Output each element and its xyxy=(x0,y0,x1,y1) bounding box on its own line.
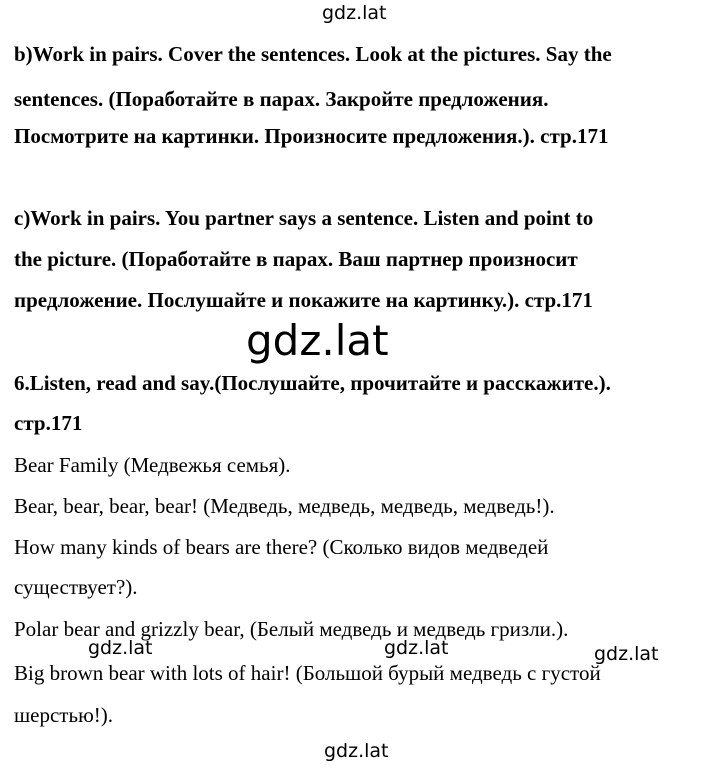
poem-line-5: Polar bear and grizzly bear, (Белый медведь и медведь гризли.). xyxy=(14,617,569,641)
watermark-center: gdz.lat xyxy=(246,316,389,365)
watermark-row-right: gdz.lat xyxy=(594,643,659,665)
task-c-line-1: c)Work in pairs. You partner says a sentence. Listen and point to xyxy=(14,206,594,230)
poem-line-2: Bear, bear, bear, bear! (Медведь, медведь, медведь, медведь!). xyxy=(14,494,555,518)
watermark-row-left: gdz.lat xyxy=(88,637,153,659)
poem-line-7: шерстью!). xyxy=(14,703,113,727)
task-b-line-3: Посмотрите на картинки. Произносите предложения.). стр.171 xyxy=(14,124,609,148)
task-6-line-1: 6.Listen, read and say.(Послушайте, прочитайте и расскажите.). xyxy=(14,371,611,395)
poem-line-3: How many kinds of bears are there? (Сколько видов медведей xyxy=(14,535,549,559)
watermark-top: gdz.lat xyxy=(322,2,387,24)
watermark-row-middle: gdz.lat xyxy=(384,637,449,659)
task-b-line-1: b)Work in pairs. Cover the sentences. Look at the pictures. Say the xyxy=(14,42,612,66)
watermark-bottom: gdz.lat xyxy=(324,740,389,762)
task-b-line-2: sentences. (Поработайте в парах. Закройте предложения. xyxy=(14,87,549,111)
poem-line-4: существует?). xyxy=(14,575,138,599)
task-c-line-2: the picture. (Поработайте в парах. Ваш партнер произносит xyxy=(14,247,578,271)
poem-line-6: Big brown bear with lots of hair! (Большой бурый медведь с густой xyxy=(14,661,601,685)
task-c-line-3: предложение. Послушайте и покажите на картинку.). стр.171 xyxy=(14,288,593,312)
poem-line-1: Bear Family (Медвежья семья). xyxy=(14,453,291,477)
task-6-line-2: стр.171 xyxy=(14,411,83,435)
